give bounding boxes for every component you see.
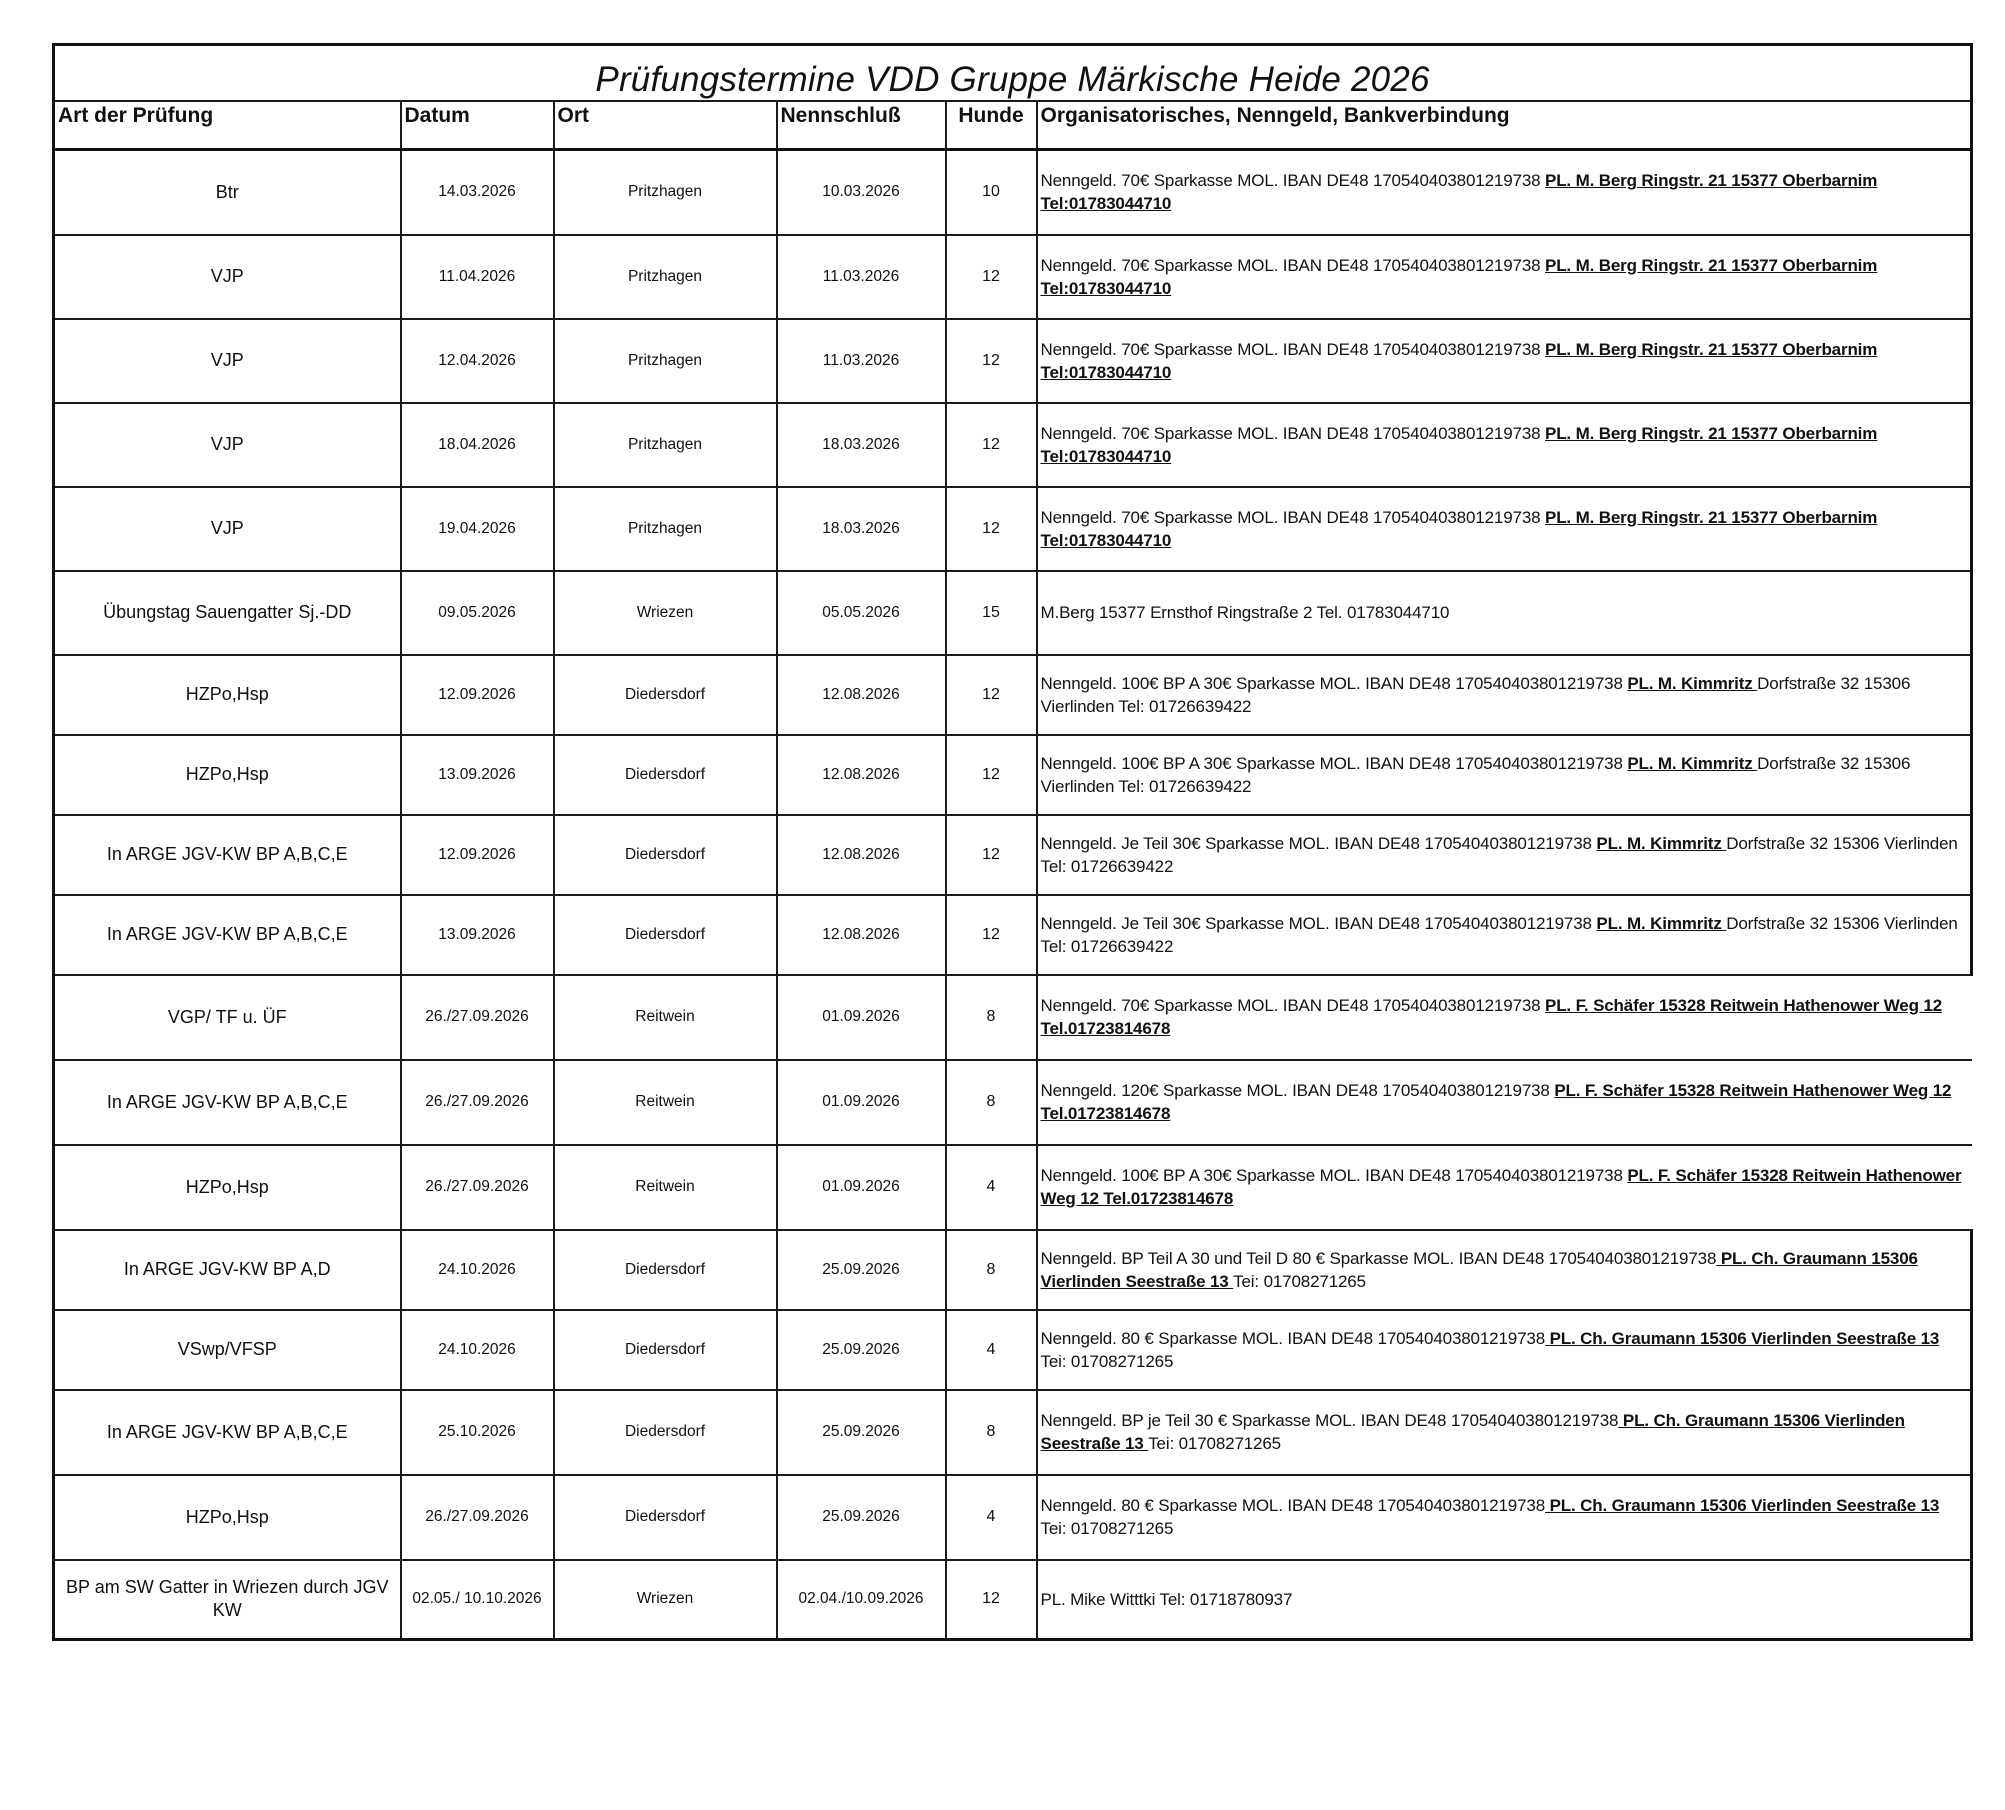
cell-ort: Diedersdorf xyxy=(554,655,777,735)
info-text: Nenngeld. 70€ Sparkasse MOL. IBAN DE48 170540403801219738 xyxy=(1040,507,1545,527)
exam-schedule-table xyxy=(52,43,1973,1641)
cell-ort: Reitwein xyxy=(554,975,777,1060)
cell-art: VJP xyxy=(54,235,401,319)
info-contact: PL. Ch. Graumann 15306 Vierlinden Seestraße 13 xyxy=(1040,1411,1905,1453)
cell-art: In ARGE JGV-KW BP A,B,C,E xyxy=(54,815,401,895)
cell-datum: 24.10.2026 xyxy=(401,1310,554,1390)
info-tail: Dorfstraße 32 15306 Vierlinden Tel: 01726639422 xyxy=(1040,673,1911,716)
cell-ort: Pritzhagen xyxy=(554,487,777,571)
cell-nennschluss: 01.09.2026 xyxy=(777,975,946,1060)
info-contact: PL. M. Berg Ringstr. 21 15377 Oberbarnim Tel:01783044710 xyxy=(1040,339,1878,382)
info-tail: Tei: 01708271265 xyxy=(1148,1434,1281,1453)
table-row xyxy=(54,975,1972,1060)
info-text: Nenngeld. Je Teil 30€ Sparkasse MOL. IBAN DE48 170540403801219738 xyxy=(1040,913,1597,933)
cell-ort: Diedersdorf xyxy=(554,735,777,815)
cell-nennschluss: 18.03.2026 xyxy=(777,487,946,571)
cell-info xyxy=(1037,1145,1972,1230)
cell-hunde: 4 xyxy=(946,1475,1037,1560)
cell-hunde: 8 xyxy=(946,1060,1037,1145)
cell-hunde: 4 xyxy=(946,1145,1037,1230)
cell-info xyxy=(1037,1475,1972,1560)
cell-datum: 26./27.09.2026 xyxy=(401,975,554,1060)
cell-hunde: 12 xyxy=(946,895,1037,975)
column-header-art: Art der Prüfung xyxy=(54,101,401,150)
cell-hunde: 8 xyxy=(946,1230,1037,1310)
column-header-datum: Datum xyxy=(401,101,554,150)
cell-art: BP am SW Gatter in Wriezen durch JGV KW xyxy=(54,1560,401,1640)
column-header-organisatorisches: Organisatorisches, Nenngeld, Bankverbindung xyxy=(1037,101,1972,150)
info-text: PL. Mike Witttki Tel: 01718780937 xyxy=(1040,1589,1293,1609)
cell-ort: Diedersdorf xyxy=(554,1390,777,1475)
cell-datum: 26./27.09.2026 xyxy=(401,1060,554,1145)
cell-art: VGP/ TF u. ÜF xyxy=(54,975,401,1060)
cell-info xyxy=(1037,1560,1972,1640)
cell-nennschluss: 01.09.2026 xyxy=(777,1145,946,1230)
cell-ort: Pritzhagen xyxy=(554,403,777,487)
column-header-ort: Ort xyxy=(554,101,777,150)
cell-ort: Reitwein xyxy=(554,1145,777,1230)
info-tail: Tei: 01708271265 xyxy=(1040,1351,1174,1371)
cell-art: HZPo,Hsp xyxy=(54,655,401,735)
table-row xyxy=(54,1145,1972,1230)
cell-ort: Diedersdorf xyxy=(554,895,777,975)
info-text: Nenngeld. BP je Teil 30 € Sparkasse MOL. IBAN DE48 170540403801219738 xyxy=(1040,1411,1619,1430)
cell-art: VJP xyxy=(54,403,401,487)
column-header-nennschluss: Nennschluß xyxy=(777,101,946,150)
table-row xyxy=(54,1560,1972,1640)
cell-art: In ARGE JGV-KW BP A,D xyxy=(54,1230,401,1310)
cell-ort: Pritzhagen xyxy=(554,235,777,319)
cell-ort: Wriezen xyxy=(554,571,777,655)
cell-datum: 11.04.2026 xyxy=(401,235,554,319)
info-contact: PL. M. Berg Ringstr. 21 15377 Oberbarnim Tel:01783044710 xyxy=(1040,423,1878,466)
cell-info xyxy=(1037,487,1972,571)
info-tail: Tei: 01708271265 xyxy=(1040,1519,1174,1538)
info-text: Nenngeld. 70€ Sparkasse MOL. IBAN DE48 170540403801219738 xyxy=(1040,255,1545,275)
cell-hunde: 12 xyxy=(946,735,1037,815)
cell-datum: 12.09.2026 xyxy=(401,655,554,735)
info-text: Nenngeld. 120€ Sparkasse MOL. IBAN DE48 170540403801219738 xyxy=(1040,1081,1555,1100)
table-row xyxy=(54,1310,1972,1390)
info-contact: PL. M. Kimmritz xyxy=(1596,833,1727,853)
table-row xyxy=(54,319,1972,403)
table-row xyxy=(54,815,1972,895)
cell-hunde: 12 xyxy=(946,655,1037,735)
cell-info xyxy=(1037,150,1972,235)
cell-art: In ARGE JGV-KW BP A,B,C,E xyxy=(54,1390,401,1475)
cell-nennschluss: 12.08.2026 xyxy=(777,815,946,895)
info-contact: PL. M. Kimmritz xyxy=(1596,913,1727,933)
cell-datum: 14.03.2026 xyxy=(401,150,554,235)
cell-hunde: 12 xyxy=(946,319,1037,403)
cell-info xyxy=(1037,1230,1972,1310)
table-row xyxy=(54,1060,1972,1145)
cell-ort: Pritzhagen xyxy=(554,319,777,403)
table-row xyxy=(54,150,1972,235)
cell-datum: 26./27.09.2026 xyxy=(401,1145,554,1230)
info-text: Nenngeld. Je Teil 30€ Sparkasse MOL. IBAN DE48 170540403801219738 xyxy=(1040,833,1597,853)
cell-hunde: 12 xyxy=(946,1560,1037,1640)
page-title: Prüfungstermine VDD Gruppe Märkische Heide 2026 xyxy=(54,45,1972,102)
cell-nennschluss: 01.09.2026 xyxy=(777,1060,946,1145)
cell-info xyxy=(1037,235,1972,319)
table-row xyxy=(54,1230,1972,1310)
cell-hunde: 8 xyxy=(946,975,1037,1060)
cell-art: HZPo,Hsp xyxy=(54,1475,401,1560)
cell-datum: 13.09.2026 xyxy=(401,895,554,975)
info-text: Nenngeld. BP Teil A 30 und Teil D 80 € Sparkasse MOL. IBAN DE48 170540403801219738 xyxy=(1040,1248,1717,1268)
cell-datum: 18.04.2026 xyxy=(401,403,554,487)
cell-nennschluss: 25.09.2026 xyxy=(777,1310,946,1390)
table-row xyxy=(54,1390,1972,1475)
info-contact: PL. F. Schäfer 15328 Reitwein Hathenower Weg 12 Tel.01723814678 xyxy=(1040,996,1942,1038)
cell-nennschluss: 12.08.2026 xyxy=(777,895,946,975)
cell-nennschluss: 25.09.2026 xyxy=(777,1475,946,1560)
info-text: Nenngeld. 80 € Sparkasse MOL. IBAN DE48 170540403801219738 xyxy=(1040,1496,1545,1515)
cell-hunde: 12 xyxy=(946,403,1037,487)
info-contact: PL. M. Kimmritz xyxy=(1627,673,1758,693)
cell-datum: 24.10.2026 xyxy=(401,1230,554,1310)
table-row xyxy=(54,487,1972,571)
cell-nennschluss: 11.03.2026 xyxy=(777,319,946,403)
table-row xyxy=(54,895,1972,975)
cell-art: HZPo,Hsp xyxy=(54,1145,401,1230)
cell-nennschluss: 02.04./10.09.2026 xyxy=(777,1560,946,1640)
info-contact: PL. M. Kimmritz xyxy=(1627,753,1758,773)
cell-info xyxy=(1037,735,1972,815)
table-row xyxy=(54,235,1972,319)
table-row xyxy=(54,403,1972,487)
info-contact: PL. F. Schäfer 15328 Reitwein Hathenower Weg 12 Tel.01723814678 xyxy=(1040,1081,1952,1123)
cell-art: Btr xyxy=(54,150,401,235)
cell-datum: 02.05./ 10.10.2026 xyxy=(401,1560,554,1640)
table-row xyxy=(54,571,1972,655)
cell-hunde: 10 xyxy=(946,150,1037,235)
cell-art: VJP xyxy=(54,319,401,403)
cell-info xyxy=(1037,1060,1972,1145)
cell-hunde: 12 xyxy=(946,235,1037,319)
info-tail: Tei: 01708271265 xyxy=(1233,1271,1366,1291)
cell-ort: Wriezen xyxy=(554,1560,777,1640)
cell-nennschluss: 12.08.2026 xyxy=(777,655,946,735)
cell-ort: Diedersdorf xyxy=(554,1230,777,1310)
info-tail: Dorfstraße 32 15306 Vierlinden Tel: 01726639422 xyxy=(1040,753,1911,796)
cell-datum: 25.10.2026 xyxy=(401,1390,554,1475)
info-tail: Dorfstraße 32 15306 Vierlinden Tel: 01726639422 xyxy=(1040,833,1958,876)
cell-hunde: 12 xyxy=(946,487,1037,571)
info-contact: PL. Ch. Graumann 15306 Vierlinden Seestraße 13 xyxy=(1040,1248,1918,1291)
cell-hunde: 8 xyxy=(946,1390,1037,1475)
info-text: Nenngeld. 100€ BP A 30€ Sparkasse MOL. IBAN DE48 170540403801219738 xyxy=(1040,1166,1628,1185)
info-text: M.Berg 15377 Ernsthof Ringstraße 2 Tel. 01783044710 xyxy=(1040,603,1450,622)
info-text: Nenngeld. 70€ Sparkasse MOL. IBAN DE48 170540403801219738 xyxy=(1040,339,1545,359)
info-text: Nenngeld. 70€ Sparkasse MOL. IBAN DE48 170540403801219738 xyxy=(1040,996,1545,1015)
info-text: Nenngeld. 70€ Sparkasse MOL. IBAN DE48 170540403801219738 xyxy=(1040,171,1545,191)
cell-art: In ARGE JGV-KW BP A,B,C,E xyxy=(54,1060,401,1145)
info-contact: PL. M. Berg Ringstr. 21 15377 Oberbarnim Tel:01783044710 xyxy=(1040,171,1878,214)
info-contact: PL. F. Schäfer 15328 Reitwein Hathenower Weg 12 Tel.01723814678 xyxy=(1040,1166,1962,1208)
cell-nennschluss: 18.03.2026 xyxy=(777,403,946,487)
info-tail: Dorfstraße 32 15306 Vierlinden Tel: 01726639422 xyxy=(1040,913,1958,956)
table-row xyxy=(54,655,1972,735)
cell-hunde: 4 xyxy=(946,1310,1037,1390)
info-contact: PL. M. Berg Ringstr. 21 15377 Oberbarnim Tel:01783044710 xyxy=(1040,507,1878,550)
cell-art: Übungstag Sauengatter Sj.-DD xyxy=(54,571,401,655)
cell-ort: Diedersdorf xyxy=(554,1310,777,1390)
cell-nennschluss: 25.09.2026 xyxy=(777,1390,946,1475)
cell-info xyxy=(1037,1390,1972,1475)
cell-hunde: 12 xyxy=(946,815,1037,895)
cell-info xyxy=(1037,895,1972,975)
table-row xyxy=(54,735,1972,815)
cell-datum: 19.04.2026 xyxy=(401,487,554,571)
cell-hunde: 15 xyxy=(946,571,1037,655)
info-text: Nenngeld. 70€ Sparkasse MOL. IBAN DE48 170540403801219738 xyxy=(1040,423,1545,443)
cell-datum: 12.09.2026 xyxy=(401,815,554,895)
cell-datum: 26./27.09.2026 xyxy=(401,1475,554,1560)
info-contact: PL. Ch. Graumann 15306 Vierlinden Seestraße 13 xyxy=(1545,1496,1940,1515)
cell-art: In ARGE JGV-KW BP A,B,C,E xyxy=(54,895,401,975)
cell-info xyxy=(1037,815,1972,895)
cell-ort: Diedersdorf xyxy=(554,815,777,895)
cell-art: VJP xyxy=(54,487,401,571)
cell-datum: 09.05.2026 xyxy=(401,571,554,655)
cell-info xyxy=(1037,319,1972,403)
cell-info xyxy=(1037,571,1972,655)
cell-art: HZPo,Hsp xyxy=(54,735,401,815)
cell-nennschluss: 10.03.2026 xyxy=(777,150,946,235)
cell-nennschluss: 25.09.2026 xyxy=(777,1230,946,1310)
cell-nennschluss: 05.05.2026 xyxy=(777,571,946,655)
cell-art: VSwp/VFSP xyxy=(54,1310,401,1390)
header-row xyxy=(54,101,1972,150)
cell-ort: Diedersdorf xyxy=(554,1475,777,1560)
info-contact: PL. Ch. Graumann 15306 Vierlinden Seestraße 13 xyxy=(1545,1328,1940,1348)
column-header-hunde: Hunde xyxy=(946,101,1037,150)
cell-nennschluss: 12.08.2026 xyxy=(777,735,946,815)
cell-ort: Reitwein xyxy=(554,1060,777,1145)
cell-nennschluss: 11.03.2026 xyxy=(777,235,946,319)
info-contact: PL. M. Berg Ringstr. 21 15377 Oberbarnim Tel:01783044710 xyxy=(1040,255,1878,298)
cell-ort: Pritzhagen xyxy=(554,150,777,235)
info-text: Nenngeld. 100€ BP A 30€ Sparkasse MOL. IBAN DE48 170540403801219738 xyxy=(1040,673,1628,693)
cell-info xyxy=(1037,655,1972,735)
table-row xyxy=(54,1475,1972,1560)
cell-datum: 13.09.2026 xyxy=(401,735,554,815)
cell-info xyxy=(1037,975,1972,1060)
info-text: Nenngeld. 100€ BP A 30€ Sparkasse MOL. IBAN DE48 170540403801219738 xyxy=(1040,753,1628,773)
cell-info xyxy=(1037,1310,1972,1390)
cell-info xyxy=(1037,403,1972,487)
cell-datum: 12.04.2026 xyxy=(401,319,554,403)
info-text: Nenngeld. 80 € Sparkasse MOL. IBAN DE48 170540403801219738 xyxy=(1040,1328,1545,1348)
